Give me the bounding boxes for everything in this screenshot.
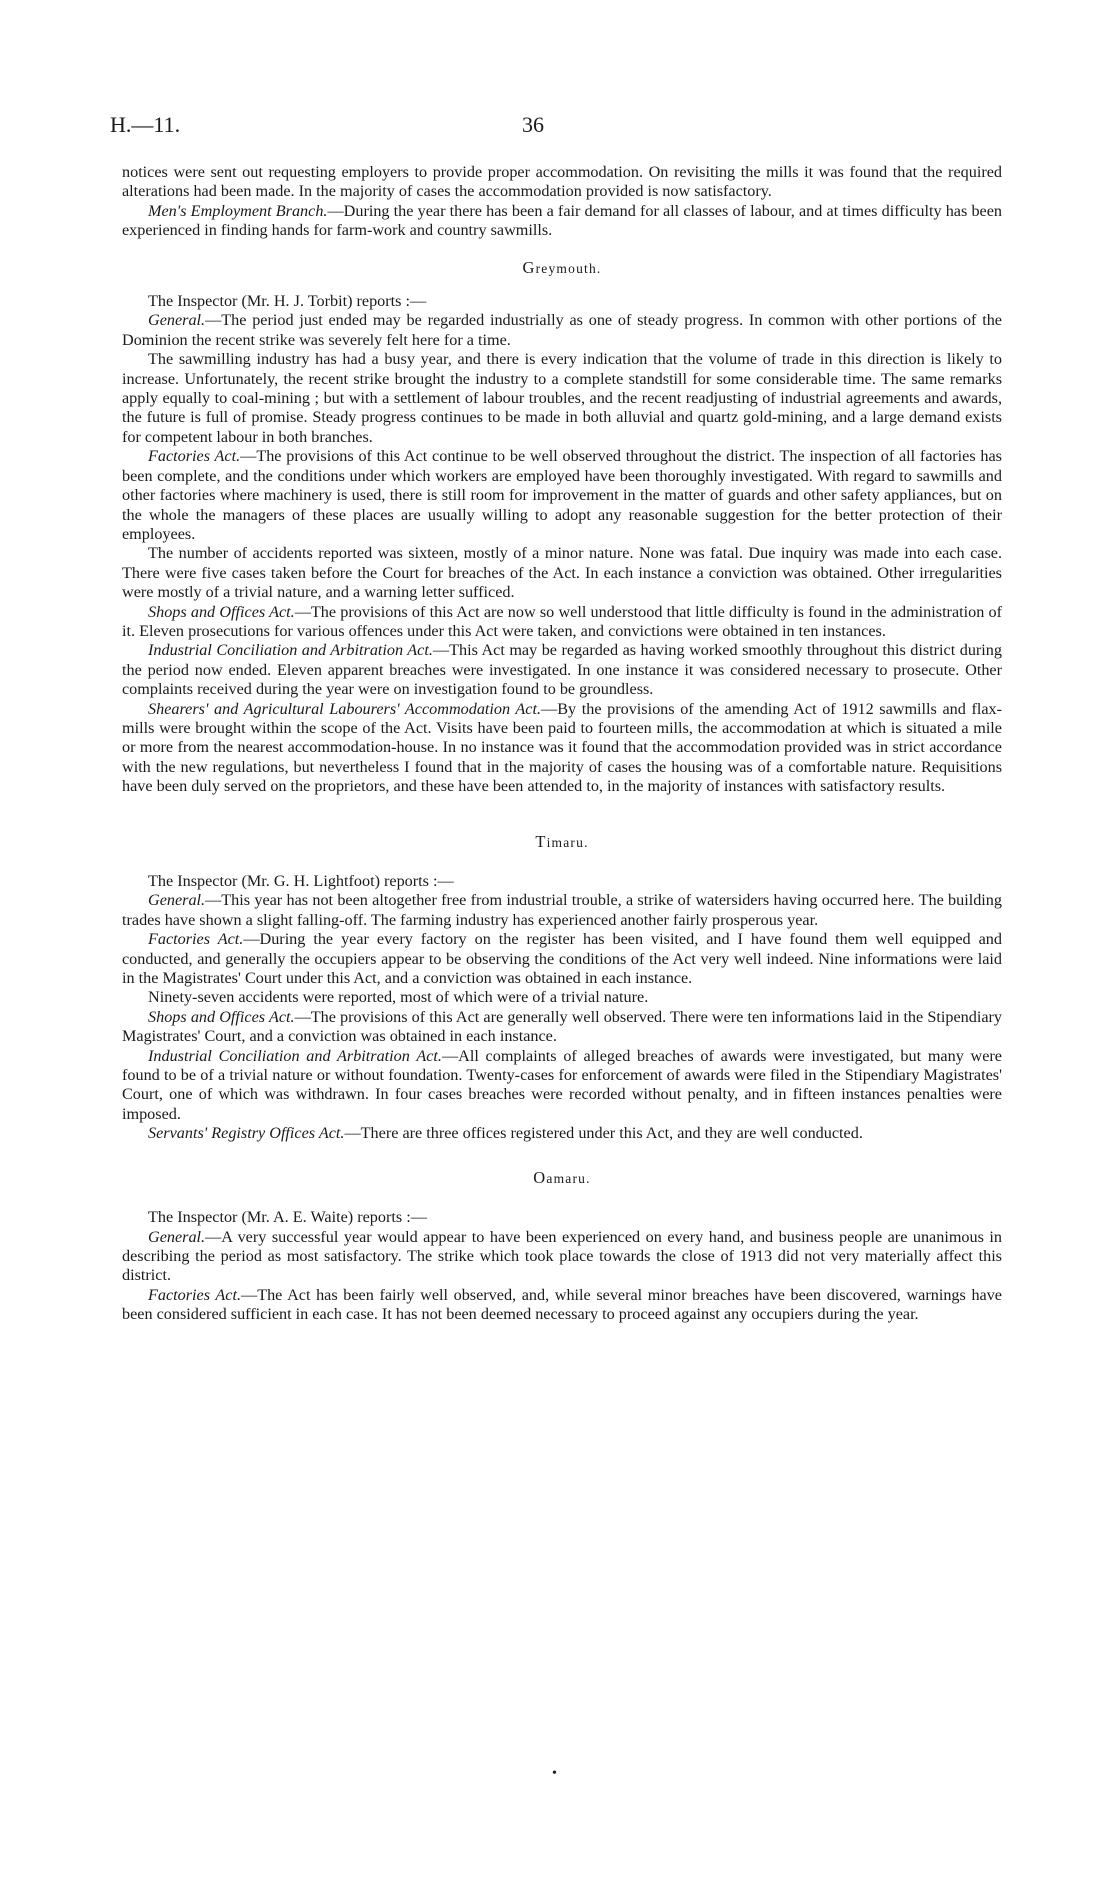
paragraph-heading: Industrial Conciliation and Arbitration Act. [148,1046,442,1065]
section-title-timaru: Timaru. [535,831,589,851]
paragraph-heading: Servants' Registry Offices Act. [148,1124,345,1143]
paragraph-heading: Shops and Offices Act. [148,1007,295,1026]
paragraph-text: —During the year there has been a fair demand for all classes of labour, and at times difficulty has been experienced in finding hands for farm-work and country sawmills. [122,201,1003,240]
paragraph-factories-act [122,930,1002,988]
paragraph-heading: Industrial Conciliation and Arbitration Act. [148,641,433,660]
inspector-intro: The Inspector (Mr. H. J. Torbit) reports :— [148,292,427,311]
paragraph-text: —The Act has been fairly well observed, and, while several minor breaches have been discovered, warnings have been considered sufficient in each case. It has not been deemed necessary to proceed against any occupiers during the year. [122,1285,1002,1324]
paragraph-heading: Factories Act. [148,930,244,949]
paragraph-text: —The provisions of this Act are now so well understood that little difficulty is found in the administration of it. Eleven prosecutions for various offences under this Act were taken, and convictions were obtained in ten instances. [122,602,1002,640]
page-body [122,163,1002,1325]
paragraph-general [122,311,1002,350]
paragraph-text: —All complaints of alleged breaches of awards were investigated, but many were found to be of a trivial nature or without foundation. Twenty-cases for enforcement of awards were filed in the Stipendiary Magistrates' Court, one of which was withdrawn. In four cases breaches were recorded without penalty, and in fifteen instances penalties were imposed. [122,1046,1002,1123]
paragraph-text: —The period just ended may be regarded industrially as one of steady progress. In common with other portions of the Dominion the recent strike was severely felt here for a time. [122,311,1002,349]
paragraph-heading: Shearers' and Agricultural Labourers' Accommodation Act. [148,699,542,718]
paragraph-sawmilling: The sawmilling industry has had a busy year, and there is every indication that the volume of trade in this direction is likely to increase. Unfortunately, the recent strike brought the industry to a complete standstill for some considerable time. The same remarks apply equally to coal-mining ; but with a settlement of labour troubles, and the recent readjusting of industrial agreements and awards, the future is full of promise. Steady progress continues to be made in both alluvial and quartz gold-mining, and a large demand exists for competent labour in both branches. [122,350,1002,446]
paragraph-heading: Men's Employment Branch. [148,201,328,220]
paragraph-text: —There are three offices registered under this Act, and they are well conducted. [344,1124,863,1143]
paragraph-text: —The provisions of this Act continue to be well observed throughout the district. The inspection of all factories has been complete, and the conditions under which workers are employed have been thoroughly investigated. With regard to sawmills and other factories where machinery is used, there is still room for improvement in the matter of guards and other safety appliances, but on the whole the managers of these places are usually willing to adopt any reasonable suggestion for the better protection of their employees. [122,447,1002,543]
paragraph-arbitration-act [122,1047,1002,1125]
paragraph-heading: General. [148,891,206,910]
paragraph-shops-offices-act [122,1008,1002,1047]
paragraph-text: —A very successful year would appear to have been experienced on every hand, and business people are unanimous in describing the period as most satisfactory. The strike which took place towards the close of 1913 did not very materially affect this district. [122,1227,1002,1285]
ink-speck: • [552,1766,557,1781]
paragraph-general [122,891,1002,930]
paragraph-shearers-act [122,700,1002,797]
section-title-oamaru: Oamaru. [533,1167,591,1187]
paragraph-heading: Factories Act. [148,447,241,466]
paragraph-accidents: Ninety-seven accidents were reported, most of which were of a trivial nature. [148,988,649,1007]
paragraph-heading: Factories Act. [148,1285,241,1304]
paragraph-heading: General. [148,311,206,330]
page-number: 36 [522,112,544,137]
paragraph-text: —This Act may be regarded as having worked smoothly throughout this district during the period now ended. Eleven apparent breaches were investigated. In one instance it was considered necessary to prosecute. Other complaints received during the year were on investigation found to be groundless. [122,641,1002,699]
paragraph-accidents: The number of accidents reported was sixteen, mostly of a minor nature. None was fatal. Due inquiry was made into each case. There were five cases taken before the Court for breaches of the Act. In each instance a conviction was obtained. Other irregularities were mostly of a trivial nature, and a warning letter sufficed. [122,544,1002,602]
paragraph-mens-employment [122,202,1002,241]
document-reference: H.—11. [110,112,181,137]
paragraph-arbitration-act [122,641,1002,699]
paragraph-shops-offices-act [122,603,1002,642]
paragraph-factories-act [122,1286,1002,1325]
inspector-intro: The Inspector (Mr. G. H. Lightfoot) reports :— [148,872,454,890]
paragraph-text: —This year has not been altogether free from industrial trouble, a strike of watersiders having occurred here. The building trades have shown a slight falling-off. The farming industry has experienced another fairly prosperous year. [122,891,1002,929]
paragraph-servants-registry-act [122,1124,1002,1143]
paragraph-general [122,1228,1002,1286]
paragraph-text: —The provisions of this Act are generally well observed. There were ten informations laid in the Stipendiary Magistrates' Court, and a conviction was obtained in each instance. [122,1007,1002,1046]
paragraph-heading: General. [148,1227,206,1246]
paragraph-text: —By the provisions of the amending Act of 1912 sawmills and flax-mills were brought within the scope of the Act. Visits have been paid to fourteen mills, the accommodation at which is situated a mile or more from the nearest accommodation-house. In no instance was it found that the accommodation provided was in strict accordance with the new regulations, but nevertheless I found that in the majority of cases the housing was of a comfortable nature. Requisitions have been duly served on the proprietors, and these have been attended to, in the majority of instances with satisfactory results. [122,699,1002,796]
page-header [110,112,1004,142]
inspector-intro: The Inspector (Mr. A. E. Waite) reports :— [148,1208,427,1227]
continued-paragraph: notices were sent out requesting employers to provide proper accommodation. On revisiting the mills it was found that the required alterations had been made. In the majority of cases the accommodation provided is now satisfactory. [122,163,1002,201]
paragraph-text: —During the year every factory on the register has been visited, and I have found them well equipped and conducted, and generally the occupiers appear to be observing the conditions of the Act very well indeed. Nine informations were laid in the Magistrates' Court under this Act, and a conviction was obtained in each instance. [122,930,1002,988]
paragraph-factories-act [122,447,1002,544]
section-title-greymouth: Greymouth. [522,257,602,277]
paragraph-heading: Shops and Offices Act. [148,602,295,621]
